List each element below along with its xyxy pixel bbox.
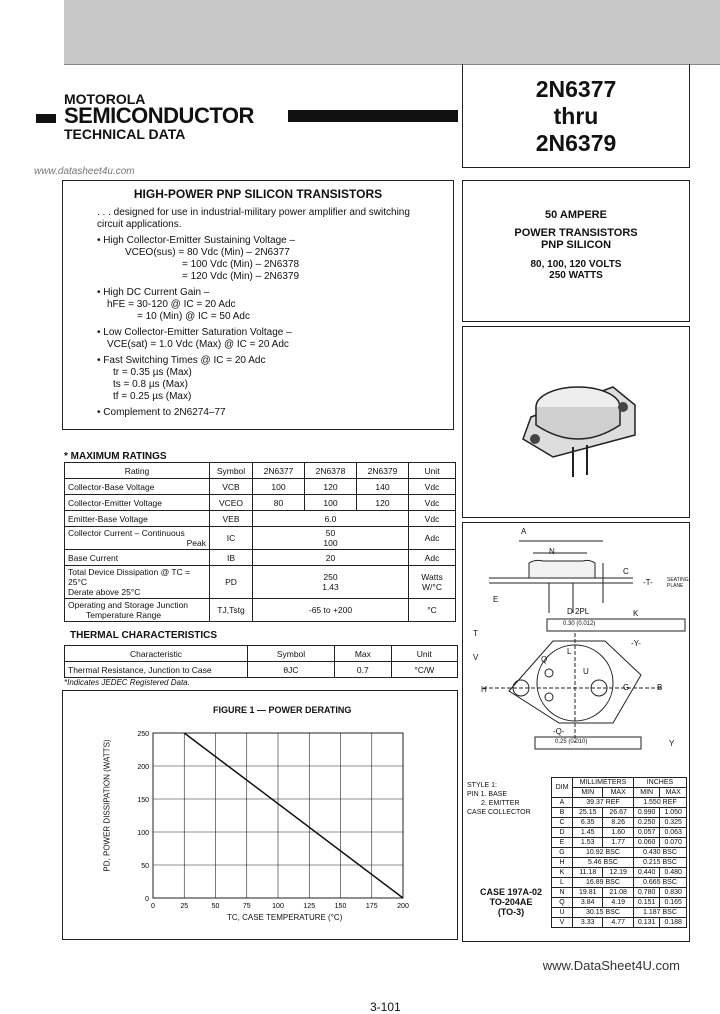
dim-label-y: Y <box>669 739 675 748</box>
cell: A <box>552 798 573 808</box>
chart-title: FIGURE 1 — POWER DERATING <box>213 705 352 715</box>
cell: Collector-Emitter Voltage <box>65 495 210 511</box>
table-row <box>65 566 456 599</box>
case-number: CASE 197A-02 <box>479 887 543 897</box>
cell: 21.08 <box>603 888 633 898</box>
cell: B <box>552 808 573 818</box>
cell-line: Collector Current – Continuous <box>68 528 185 538</box>
cell: -65 to +200 <box>253 599 409 622</box>
cell-line: 250 <box>323 572 338 582</box>
pin-style <box>467 781 531 817</box>
brand-bar-left <box>36 114 56 123</box>
table-row <box>65 495 456 511</box>
dim-label-k: K <box>633 609 639 618</box>
max-ratings-table <box>64 462 456 622</box>
cell: N <box>552 888 573 898</box>
bullet-1a: VCEO(sus) = 80 Vdc (Min) – 2N6377 <box>125 247 290 258</box>
y-tick-label: 250 <box>137 731 149 738</box>
y-tick-label: 100 <box>137 830 149 837</box>
footer-watermark: www.DataSheet4U.com <box>542 958 680 973</box>
table-row <box>552 918 687 928</box>
bullet-4: • Fast Switching Times @ IC = 20 Adc <box>97 355 266 366</box>
pin-3: CASE COLLECTOR <box>467 809 531 816</box>
case-to3: (TO-3) <box>497 907 525 917</box>
x-tick-label: 175 <box>365 903 378 910</box>
cell: 0.780 <box>633 888 660 898</box>
bullet-1: • High Collector-Emitter Sustaining Voltage – <box>97 235 296 246</box>
cell: 1.60 <box>603 828 633 838</box>
cell: 0.430 BSC <box>633 848 686 858</box>
cell-line: 50 <box>325 528 336 538</box>
cell: 0.057 <box>633 828 660 838</box>
cell: 120 <box>357 495 409 511</box>
dim-label-t: T <box>473 629 478 638</box>
cell <box>65 566 210 599</box>
x-tick-label: 25 <box>180 903 189 910</box>
tolerance-2: 0.25 (0.010) <box>555 739 588 745</box>
description-intro: . . . designed for use in industrial-military power amplifier and switching circuit applications. <box>97 207 410 230</box>
derating-line <box>184 733 403 898</box>
dim-label-n: N <box>549 547 555 556</box>
cell: 140 <box>357 479 409 495</box>
cell-line: Total Device Dissipation @ TC = 25°C <box>68 567 191 587</box>
cell: 12.19 <box>603 868 633 878</box>
cell <box>65 599 210 622</box>
y-tick-label: 150 <box>137 797 149 804</box>
dim-label-u: U <box>583 667 589 676</box>
cell: 0.063 <box>660 828 687 838</box>
power-derating-chart <box>63 691 457 939</box>
cell: 19.81 <box>573 888 603 898</box>
cell-line: Temperature Range <box>86 610 162 620</box>
cell-line: Operating and Storage Junction <box>68 600 189 610</box>
chart-box <box>62 690 458 940</box>
bullet-5: • Complement to 2N6274–77 <box>97 407 226 418</box>
cell: TJ,Tstg <box>210 599 253 622</box>
cell: Q <box>552 898 573 908</box>
cell <box>253 566 409 599</box>
cell: Adc <box>409 527 456 550</box>
cell <box>409 566 456 599</box>
cell: 20 <box>253 550 409 566</box>
cell: °C <box>409 599 456 622</box>
cell: 6.0 <box>253 511 409 527</box>
col-characteristic: Characteristic <box>65 646 248 662</box>
dim-label-v: V <box>473 653 479 662</box>
col-2n6377: 2N6377 <box>253 463 305 479</box>
thermal-title: THERMAL CHARACTERISTICS <box>70 630 218 641</box>
col-2n6379: 2N6379 <box>357 463 409 479</box>
table-row <box>552 828 687 838</box>
cell: 0.325 <box>660 818 687 828</box>
table-row <box>552 888 687 898</box>
cell: 0.250 <box>633 818 660 828</box>
col-mm: MILLIMETERS <box>573 778 634 788</box>
cell: 0.060 <box>633 838 660 848</box>
bullet-3: • Low Collector-Emitter Saturation Voltage – <box>97 327 292 338</box>
cell: 1.550 REF <box>633 798 686 808</box>
cell: 16.89 BSC <box>573 878 634 888</box>
bullet-4a: tr = 0.35 µs (Max) <box>113 367 192 378</box>
x-tick-label: 0 <box>151 903 155 910</box>
cell: 4.77 <box>603 918 633 928</box>
rating-current: 50 AMPERE <box>545 209 607 221</box>
table-row <box>65 479 456 495</box>
table-row <box>552 898 687 908</box>
cell: 0.7 <box>334 662 391 678</box>
table-row <box>65 599 456 622</box>
cell: VCB <box>210 479 253 495</box>
table-row <box>552 868 687 878</box>
cell: Vdc <box>409 479 456 495</box>
cell: U <box>552 908 573 918</box>
col-rating: Rating <box>65 463 210 479</box>
table-row <box>65 527 456 550</box>
col-in-max: MAX <box>660 788 687 798</box>
cell: 1.45 <box>573 828 603 838</box>
cell: 0.830 <box>660 888 687 898</box>
cell: Base Current <box>65 550 210 566</box>
cell: 100 <box>253 479 305 495</box>
cell: 0.131 <box>633 918 660 928</box>
cell: 1.77 <box>603 838 633 848</box>
rating-watts: 250 WATTS <box>549 270 603 281</box>
cell: 0.215 BSC <box>633 858 686 868</box>
part-number-box <box>462 64 690 168</box>
col-mm-min: MIN <box>573 788 603 798</box>
cell: VCEO <box>210 495 253 511</box>
cell: 0.990 <box>633 808 660 818</box>
cell: 0.151 <box>633 898 660 908</box>
col-max: Max <box>334 646 391 662</box>
cell-line: 1.43 <box>322 582 339 592</box>
col-in-min: MIN <box>633 788 660 798</box>
cell: Collector-Base Voltage <box>65 479 210 495</box>
cell-line: Watts <box>421 572 443 582</box>
bullet-3a: VCE(sat) = 1.0 Vdc (Max) @ IC = 20 Adc <box>107 339 289 350</box>
x-tick-label: 50 <box>211 903 220 910</box>
dimension-table <box>551 777 687 928</box>
cell: 11.18 <box>573 868 603 878</box>
table-header <box>552 778 687 788</box>
cell: V <box>552 918 573 928</box>
style-label: STYLE 1: <box>467 782 497 789</box>
cell: IB <box>210 550 253 566</box>
max-ratings-title: * MAXIMUM RATINGS <box>64 451 167 462</box>
x-tick-label: 150 <box>334 903 347 910</box>
cell: 0.480 <box>660 868 687 878</box>
cell: G <box>552 848 573 858</box>
cell: E <box>552 838 573 848</box>
seating-plane: SEATING PLANE <box>667 577 689 589</box>
table-row <box>552 838 687 848</box>
cell: Adc <box>409 550 456 566</box>
col-unit: Unit <box>391 646 457 662</box>
cell: 8.26 <box>603 818 633 828</box>
chart-xlabel: TC, CASE TEMPERATURE (°C) <box>227 913 343 922</box>
dim-label-q: Q <box>541 655 548 664</box>
brand-bar-right <box>288 110 458 122</box>
table-row <box>552 848 687 858</box>
col-mm-max: MAX <box>603 788 633 798</box>
table-row <box>552 808 687 818</box>
cell: 80 <box>253 495 305 511</box>
datum-y: -Y- <box>631 639 641 648</box>
cell: °C/W <box>391 662 457 678</box>
company-name: MOTOROLA <box>64 91 146 107</box>
cell: H <box>552 858 573 868</box>
transistor-photo-box <box>462 326 690 518</box>
cell: 26.67 <box>603 808 633 818</box>
pin-2: 2. EMITTER <box>481 800 520 807</box>
dim-label-a: A <box>521 527 527 536</box>
part-line-1: 2N6377 <box>535 76 617 102</box>
pin-1: PIN 1. BASE <box>467 791 508 798</box>
cell: C <box>552 818 573 828</box>
datum-q: -Q- <box>553 727 565 736</box>
x-tick-label: 125 <box>303 903 316 910</box>
table-row <box>552 858 687 868</box>
case-to: TO-204AE <box>489 897 533 907</box>
part-line-3: 2N6379 <box>535 130 617 156</box>
col-symbol: Symbol <box>210 463 253 479</box>
cell: θJC <box>248 662 335 678</box>
top-gray-band <box>64 0 720 65</box>
table-header <box>65 646 458 662</box>
cell: Thermal Resistance, Junction to Case <box>65 662 248 678</box>
cell <box>65 527 210 550</box>
cell: 100 <box>305 495 357 511</box>
case-label <box>473 887 549 917</box>
cell: 3.33 <box>573 918 603 928</box>
cell: VEB <box>210 511 253 527</box>
y-tick-label: 50 <box>141 863 149 870</box>
table-row <box>552 818 687 828</box>
y-tick-label: 200 <box>137 764 149 771</box>
division-name: SEMICONDUCTOR <box>64 103 254 128</box>
cell: 1.53 <box>573 838 603 848</box>
table-header <box>552 788 687 798</box>
bullet-2b: = 10 (Min) @ IC = 50 Adc <box>137 311 250 322</box>
x-tick-label: 100 <box>272 903 284 910</box>
cell: Vdc <box>409 511 456 527</box>
col-dim: DIM <box>552 778 573 798</box>
bullet-1b: = 100 Vdc (Min) – 2N6378 <box>182 259 300 270</box>
bullet-1c: = 120 Vdc (Min) – 2N6379 <box>182 271 300 282</box>
col-unit: Unit <box>409 463 456 479</box>
cell: D <box>552 828 573 838</box>
col-in: INCHES <box>633 778 686 788</box>
description-title: HIGH-POWER PNP SILICON TRANSISTORS <box>133 187 383 201</box>
cell-line: 100 <box>323 538 338 548</box>
transistor-photo <box>463 327 689 517</box>
cell: IC <box>210 527 253 550</box>
cell: 0.440 <box>633 868 660 878</box>
cell-line: W/°C <box>422 582 442 592</box>
page-number: 3-101 <box>370 1000 401 1014</box>
cell: 0.165 <box>660 898 687 908</box>
rating-material: PNP SILICON <box>540 239 612 251</box>
bullet-2: • High DC Current Gain – <box>97 287 210 298</box>
col-symbol: Symbol <box>248 646 335 662</box>
dim-label-l: L <box>567 647 572 656</box>
rating-summary-box <box>462 180 690 322</box>
table-row <box>65 511 456 527</box>
cell: L <box>552 878 573 888</box>
table-row <box>552 798 687 808</box>
dim-label-e: E <box>493 595 499 604</box>
table-row <box>552 878 687 888</box>
y-tick-label: 0 <box>145 896 149 903</box>
bullet-2a: hFE = 30-120 @ IC = 20 Adc <box>107 299 236 310</box>
cell: 10.92 BSC <box>573 848 634 858</box>
package-outline <box>463 523 689 763</box>
rating-voltages: 80, 100, 120 VOLTS <box>530 259 622 270</box>
cell: PD <box>210 566 253 599</box>
cell-line: Peak <box>186 538 206 548</box>
chart-ylabel: PD, POWER DISSIPATION (WATTS) <box>102 739 112 872</box>
cell: 120 <box>305 479 357 495</box>
subtitle: TECHNICAL DATA <box>64 126 186 142</box>
bullet-4b: ts = 0.8 µs (Max) <box>113 379 188 390</box>
jedec-note: *Indicates JEDEC Registered Data. <box>64 678 190 687</box>
cell: 0.665 BSC <box>633 878 686 888</box>
tolerance-1: 0.30 (0.012) <box>563 621 596 627</box>
cell: Emitter-Base Voltage <box>65 511 210 527</box>
cell: 30.15 BSC <box>573 908 634 918</box>
dim-label-d: D 2PL <box>567 607 590 616</box>
cell: 0.070 <box>660 838 687 848</box>
cell: 39.37 REF <box>573 798 634 808</box>
dim-label-g: G <box>623 683 630 692</box>
watermark-top: www.datasheet4u.com <box>34 166 135 177</box>
dim-label-h: H <box>481 685 487 694</box>
cell: 0.188 <box>660 918 687 928</box>
cell: 1.050 <box>660 808 687 818</box>
cell: Vdc <box>409 495 456 511</box>
table-row <box>552 908 687 918</box>
cell: 1.187 BSC <box>633 908 686 918</box>
part-line-2: thru <box>553 103 599 129</box>
cell: 6.35 <box>573 818 603 828</box>
cell-line: Derate above 25°C <box>68 587 141 597</box>
cell: 25.15 <box>573 808 603 818</box>
table-header <box>65 463 456 479</box>
datum-t: -T- <box>643 578 653 587</box>
description-box <box>62 180 454 430</box>
cell: 5.46 BSC <box>573 858 634 868</box>
x-tick-label: 75 <box>242 903 251 910</box>
table-row <box>65 662 458 678</box>
col-2n6378: 2N6378 <box>305 463 357 479</box>
dim-label-c: C <box>623 567 629 576</box>
bullet-4c: tf = 0.25 µs (Max) <box>113 391 192 402</box>
cell: 4.19 <box>603 898 633 908</box>
cell: K <box>552 868 573 878</box>
table-row <box>65 550 456 566</box>
thermal-table <box>64 645 458 678</box>
dim-label-b: B <box>657 683 663 692</box>
cell: 3.84 <box>573 898 603 908</box>
x-tick-label: 200 <box>397 903 409 910</box>
rating-type: POWER TRANSISTORS <box>514 227 638 239</box>
cell <box>253 527 409 550</box>
package-box <box>462 522 690 942</box>
